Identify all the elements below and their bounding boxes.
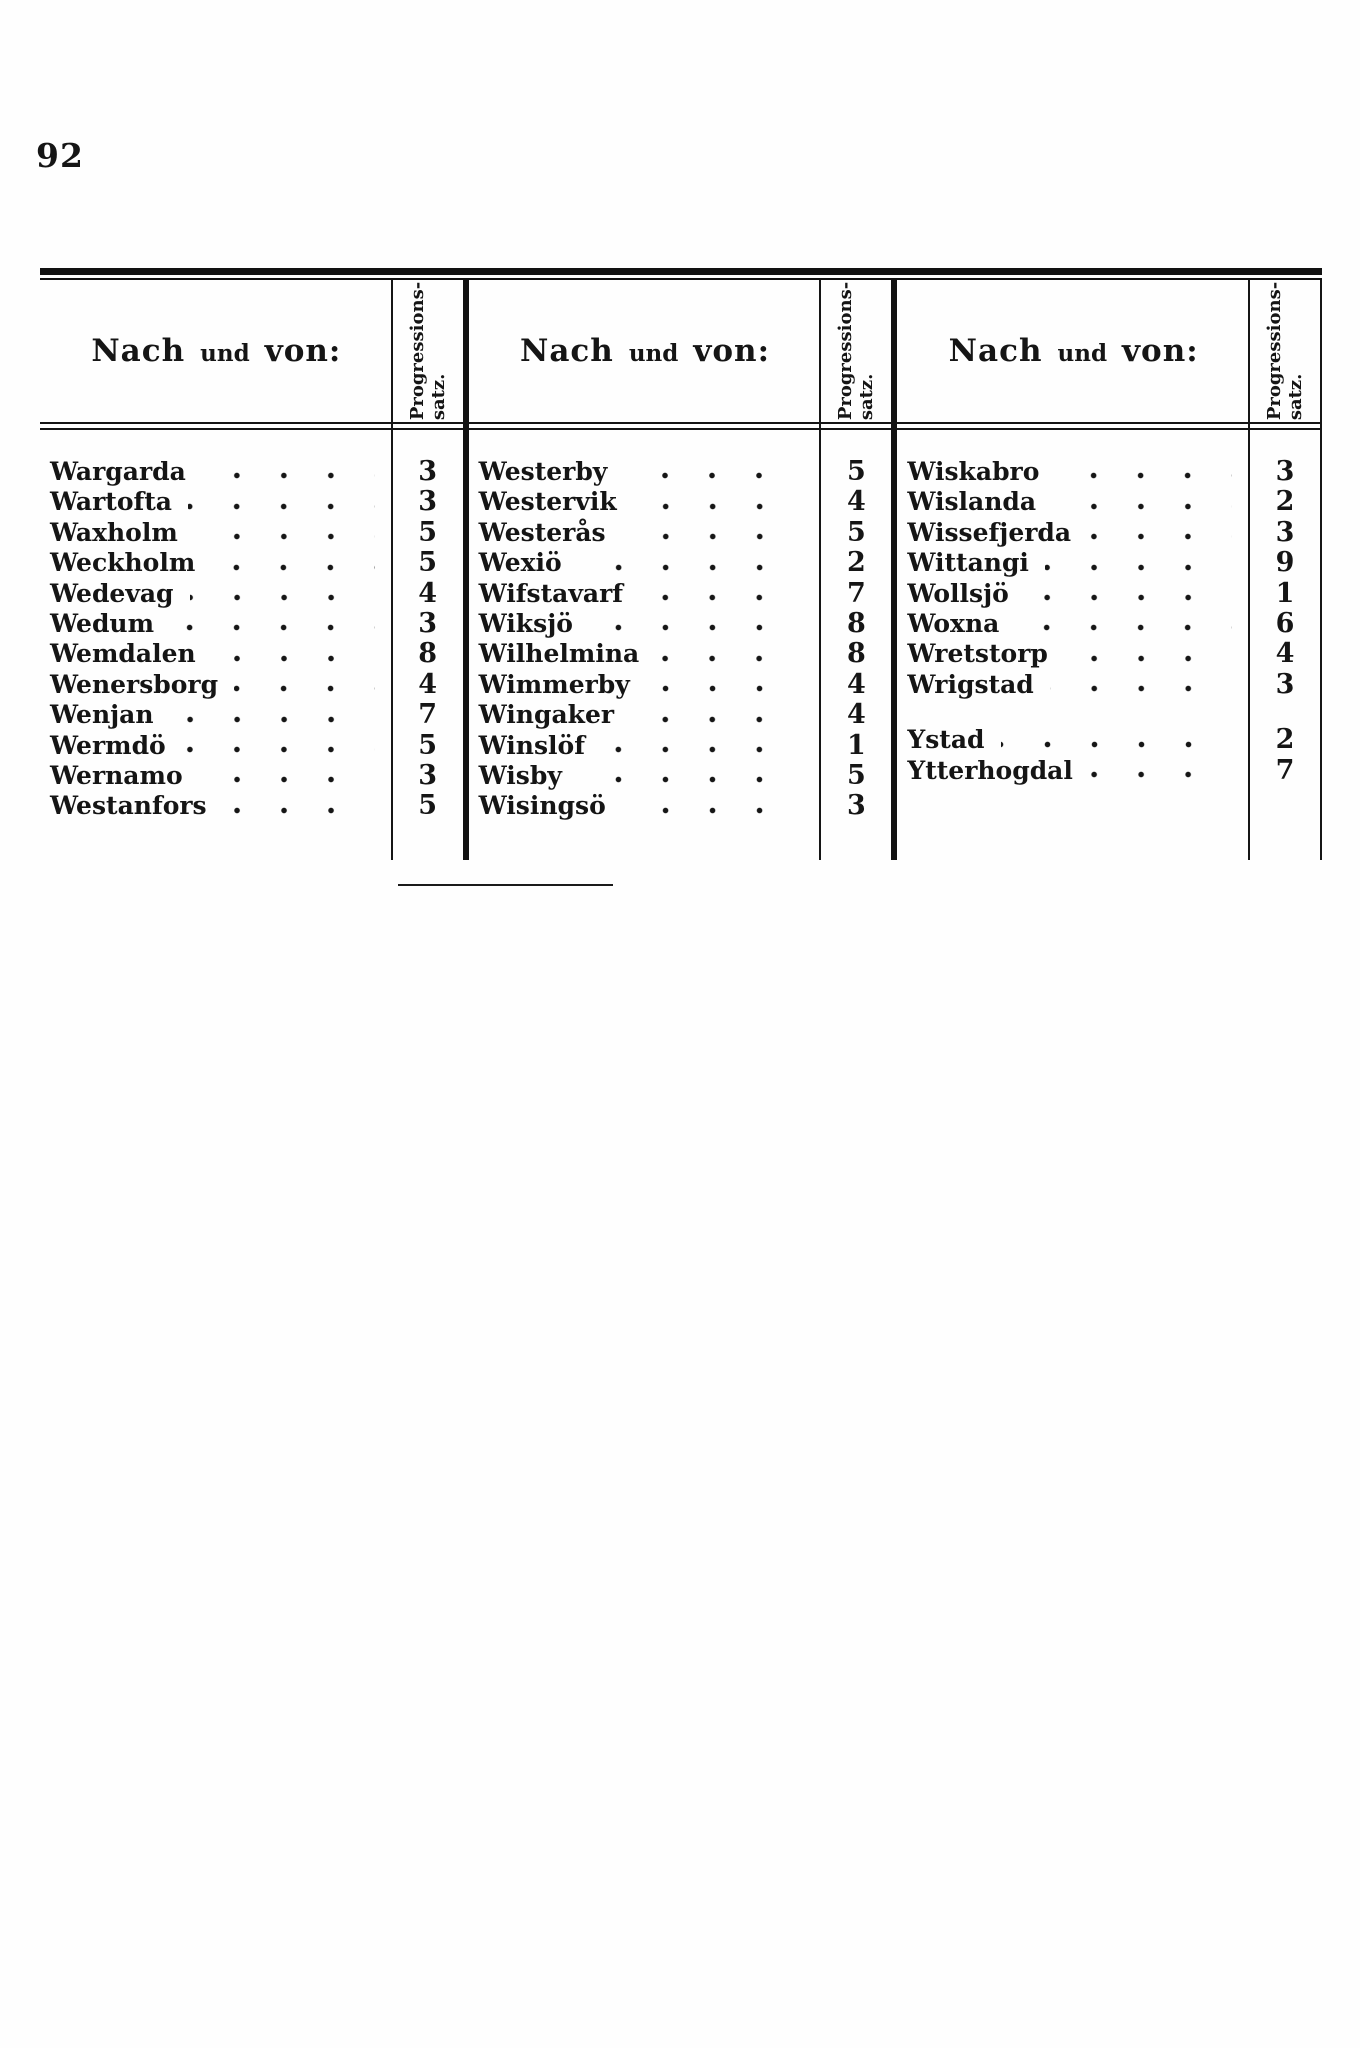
place-name: Wartofta <box>50 487 172 517</box>
group-header <box>897 280 1320 422</box>
place-name: Wingaker <box>478 700 615 730</box>
place-name: Wissefjerda <box>907 517 1072 547</box>
progression-value: 1 <box>1275 577 1295 609</box>
dot-leader <box>212 654 375 663</box>
table-row <box>897 578 1320 608</box>
progression-value: 3 <box>418 607 438 639</box>
place-name: Wedum <box>50 608 155 638</box>
group-header <box>40 280 463 422</box>
table-row <box>897 755 1320 785</box>
progression-value: 4 <box>846 486 866 518</box>
dot-leader <box>1052 502 1232 511</box>
header-bottom-rule <box>469 422 892 430</box>
progression-value: 3 <box>1275 516 1295 548</box>
group-header <box>469 280 892 422</box>
place-name: Wermdö <box>50 730 166 760</box>
dot-leader <box>1064 654 1232 663</box>
table-row <box>40 730 463 760</box>
column-group-1 <box>40 280 463 860</box>
table-row <box>469 456 892 486</box>
progression-rotated-label: Progressions- satz. <box>1264 281 1307 421</box>
place-name: Wemdalen <box>50 639 196 669</box>
group-rows <box>40 430 463 860</box>
header-word-und: und <box>1057 339 1108 367</box>
dot-leader <box>1001 740 1233 749</box>
place-name: Wifstavarf <box>478 578 624 608</box>
place-name: Westerås <box>478 517 606 547</box>
dot-leader <box>199 775 375 784</box>
table-row <box>40 608 463 638</box>
place-name: Ytterhogdal <box>907 755 1073 785</box>
progression-value: 7 <box>846 577 866 609</box>
progression-header-cell <box>1250 280 1320 422</box>
progression-value: 5 <box>418 790 438 822</box>
header-word-nach: Nach <box>91 333 186 369</box>
dot-leader <box>623 471 803 480</box>
dot-leader <box>170 623 375 632</box>
dot-leader <box>1087 532 1232 541</box>
header-word-von: von: <box>264 333 342 369</box>
dot-leader <box>589 623 803 632</box>
progression-value: 4 <box>846 668 866 700</box>
header-bottom-rule <box>897 422 1320 430</box>
progression-value: 3 <box>418 759 438 791</box>
dot-leader <box>646 684 804 693</box>
place-name: Wiksjö <box>478 608 573 638</box>
progression-value: 8 <box>846 638 866 670</box>
header-nach-und-von <box>897 280 1250 422</box>
place-name: Weckholm <box>50 548 196 578</box>
progression-value: 5 <box>846 456 866 487</box>
table-row <box>469 547 892 577</box>
progression-rotated-label: Progressions- satz. <box>835 281 878 421</box>
place-name: Wrigstad <box>907 669 1034 699</box>
dot-leader <box>1045 563 1232 572</box>
progression-value: 5 <box>418 729 438 761</box>
progression-value: 4 <box>1275 638 1295 670</box>
header-bottom-rule <box>40 422 463 430</box>
table-row <box>40 699 463 729</box>
progression-value: 5 <box>846 759 866 791</box>
progression-value: 2 <box>1275 724 1295 756</box>
table-row <box>469 699 892 729</box>
table-column-groups <box>40 280 1322 860</box>
group-rows <box>897 430 1320 860</box>
progression-value: 5 <box>418 547 438 579</box>
place-name: Wedevag <box>50 578 174 608</box>
progression-header-cell <box>393 280 463 422</box>
table-row <box>40 760 463 790</box>
dot-leader <box>190 593 375 602</box>
table-row <box>897 608 1320 638</box>
table-row <box>40 790 463 820</box>
tariff-table <box>40 268 1322 860</box>
dot-leader <box>223 806 375 815</box>
progression-value: 6 <box>1275 607 1295 639</box>
dot-leader <box>170 715 375 724</box>
group-rows <box>469 430 892 860</box>
progression-value: 2 <box>1275 486 1295 518</box>
progression-value: 7 <box>418 699 438 731</box>
place-name: Westerby <box>478 457 608 486</box>
table-row <box>40 486 463 516</box>
dot-leader <box>234 684 375 693</box>
place-name: Wretstorp <box>907 639 1048 669</box>
table-row <box>469 517 892 547</box>
place-name: Wittangi <box>907 548 1029 578</box>
place-name: Wiskabro <box>907 457 1040 486</box>
place-name: Westervik <box>478 487 617 517</box>
dot-leader <box>202 471 375 480</box>
table-row <box>897 547 1320 577</box>
place-name: Waxholm <box>50 517 178 547</box>
place-name: Westanfors <box>50 791 207 821</box>
header-nach-und-von <box>469 280 822 422</box>
progression-value: 2 <box>846 547 866 579</box>
header-word-von: von: <box>1122 333 1199 369</box>
dot-leader <box>1050 684 1232 693</box>
table-row <box>40 456 463 486</box>
place-name: Woxna <box>907 608 1000 638</box>
header-word-und: und <box>628 339 679 367</box>
progression-value: 9 <box>1275 547 1295 579</box>
header-word-nach: Nach <box>519 333 614 369</box>
dot-leader <box>211 563 374 572</box>
section-divider-rule <box>398 884 613 886</box>
progression-value: 7 <box>1275 754 1295 786</box>
header-nach-und-von <box>40 280 393 422</box>
dot-leader <box>578 775 803 784</box>
table-row <box>40 669 463 699</box>
table-row <box>469 760 892 790</box>
dot-leader <box>1089 770 1232 779</box>
page-number: 92 <box>36 136 84 175</box>
dot-leader <box>633 502 804 511</box>
header-word-von: von: <box>693 333 771 369</box>
table-row <box>469 608 892 638</box>
place-name: Wollsjö <box>907 578 1009 608</box>
place-name: Wisby <box>478 760 562 790</box>
table-row <box>40 547 463 577</box>
progression-value: 8 <box>846 607 866 639</box>
dot-leader <box>1055 471 1232 480</box>
table-row <box>469 730 892 760</box>
progression-value: 4 <box>846 699 866 731</box>
table-row <box>40 638 463 668</box>
progression-value: 4 <box>418 668 438 700</box>
dot-leader <box>622 532 804 541</box>
dot-leader <box>655 654 803 663</box>
progression-value: 4 <box>418 577 438 609</box>
column-group-3 <box>891 280 1322 860</box>
place-name: Winslöf <box>478 730 585 760</box>
place-name: Wimmerby <box>478 669 630 699</box>
dot-leader <box>630 715 803 724</box>
table-row <box>897 456 1320 486</box>
progression-rotated-label: Progressions- satz. <box>406 281 449 421</box>
place-name: Wilhelmina <box>478 639 640 669</box>
dot-leader <box>601 745 803 754</box>
table-row <box>897 517 1320 547</box>
progression-value: 3 <box>846 790 866 822</box>
dot-leader <box>578 563 804 572</box>
table-row <box>897 638 1320 668</box>
place-name: Wislanda <box>907 487 1037 517</box>
header-word-und: und <box>200 339 250 367</box>
column-group-2 <box>463 280 892 860</box>
progression-value: 8 <box>418 638 438 670</box>
progression-value: 3 <box>418 456 438 487</box>
table-row <box>40 517 463 547</box>
table-row <box>469 669 892 699</box>
dot-leader <box>1025 593 1232 602</box>
table-row <box>469 486 892 516</box>
table-row <box>40 578 463 608</box>
table-top-rule <box>40 268 1322 280</box>
place-name: Wexiö <box>478 548 562 578</box>
header-word-nach: Nach <box>948 333 1043 369</box>
progression-value: 5 <box>846 516 866 548</box>
table-row <box>897 724 1320 754</box>
place-name: Wisingsö <box>478 791 606 821</box>
table-row <box>469 578 892 608</box>
progression-value: 3 <box>418 486 438 518</box>
table-row <box>469 790 892 820</box>
progression-value: 3 <box>1275 456 1295 487</box>
dot-leader <box>194 532 375 541</box>
place-name: Wernamo <box>50 760 183 790</box>
progression-value: 5 <box>418 516 438 548</box>
progression-header-cell <box>821 280 891 422</box>
dot-leader <box>182 745 375 754</box>
place-name: Wenjan <box>50 700 154 730</box>
dot-leader <box>188 502 375 511</box>
dot-leader <box>639 593 803 602</box>
dot-leader <box>622 806 804 815</box>
progression-value: 1 <box>846 729 866 761</box>
place-name: Wenersborg <box>50 669 219 699</box>
table-row <box>897 486 1320 516</box>
table-row <box>469 638 892 668</box>
place-name: Wargarda <box>50 457 186 486</box>
place-name: Ystad <box>907 725 985 755</box>
progression-value: 3 <box>1275 668 1295 700</box>
dot-leader <box>1015 623 1232 632</box>
table-row <box>897 669 1320 699</box>
